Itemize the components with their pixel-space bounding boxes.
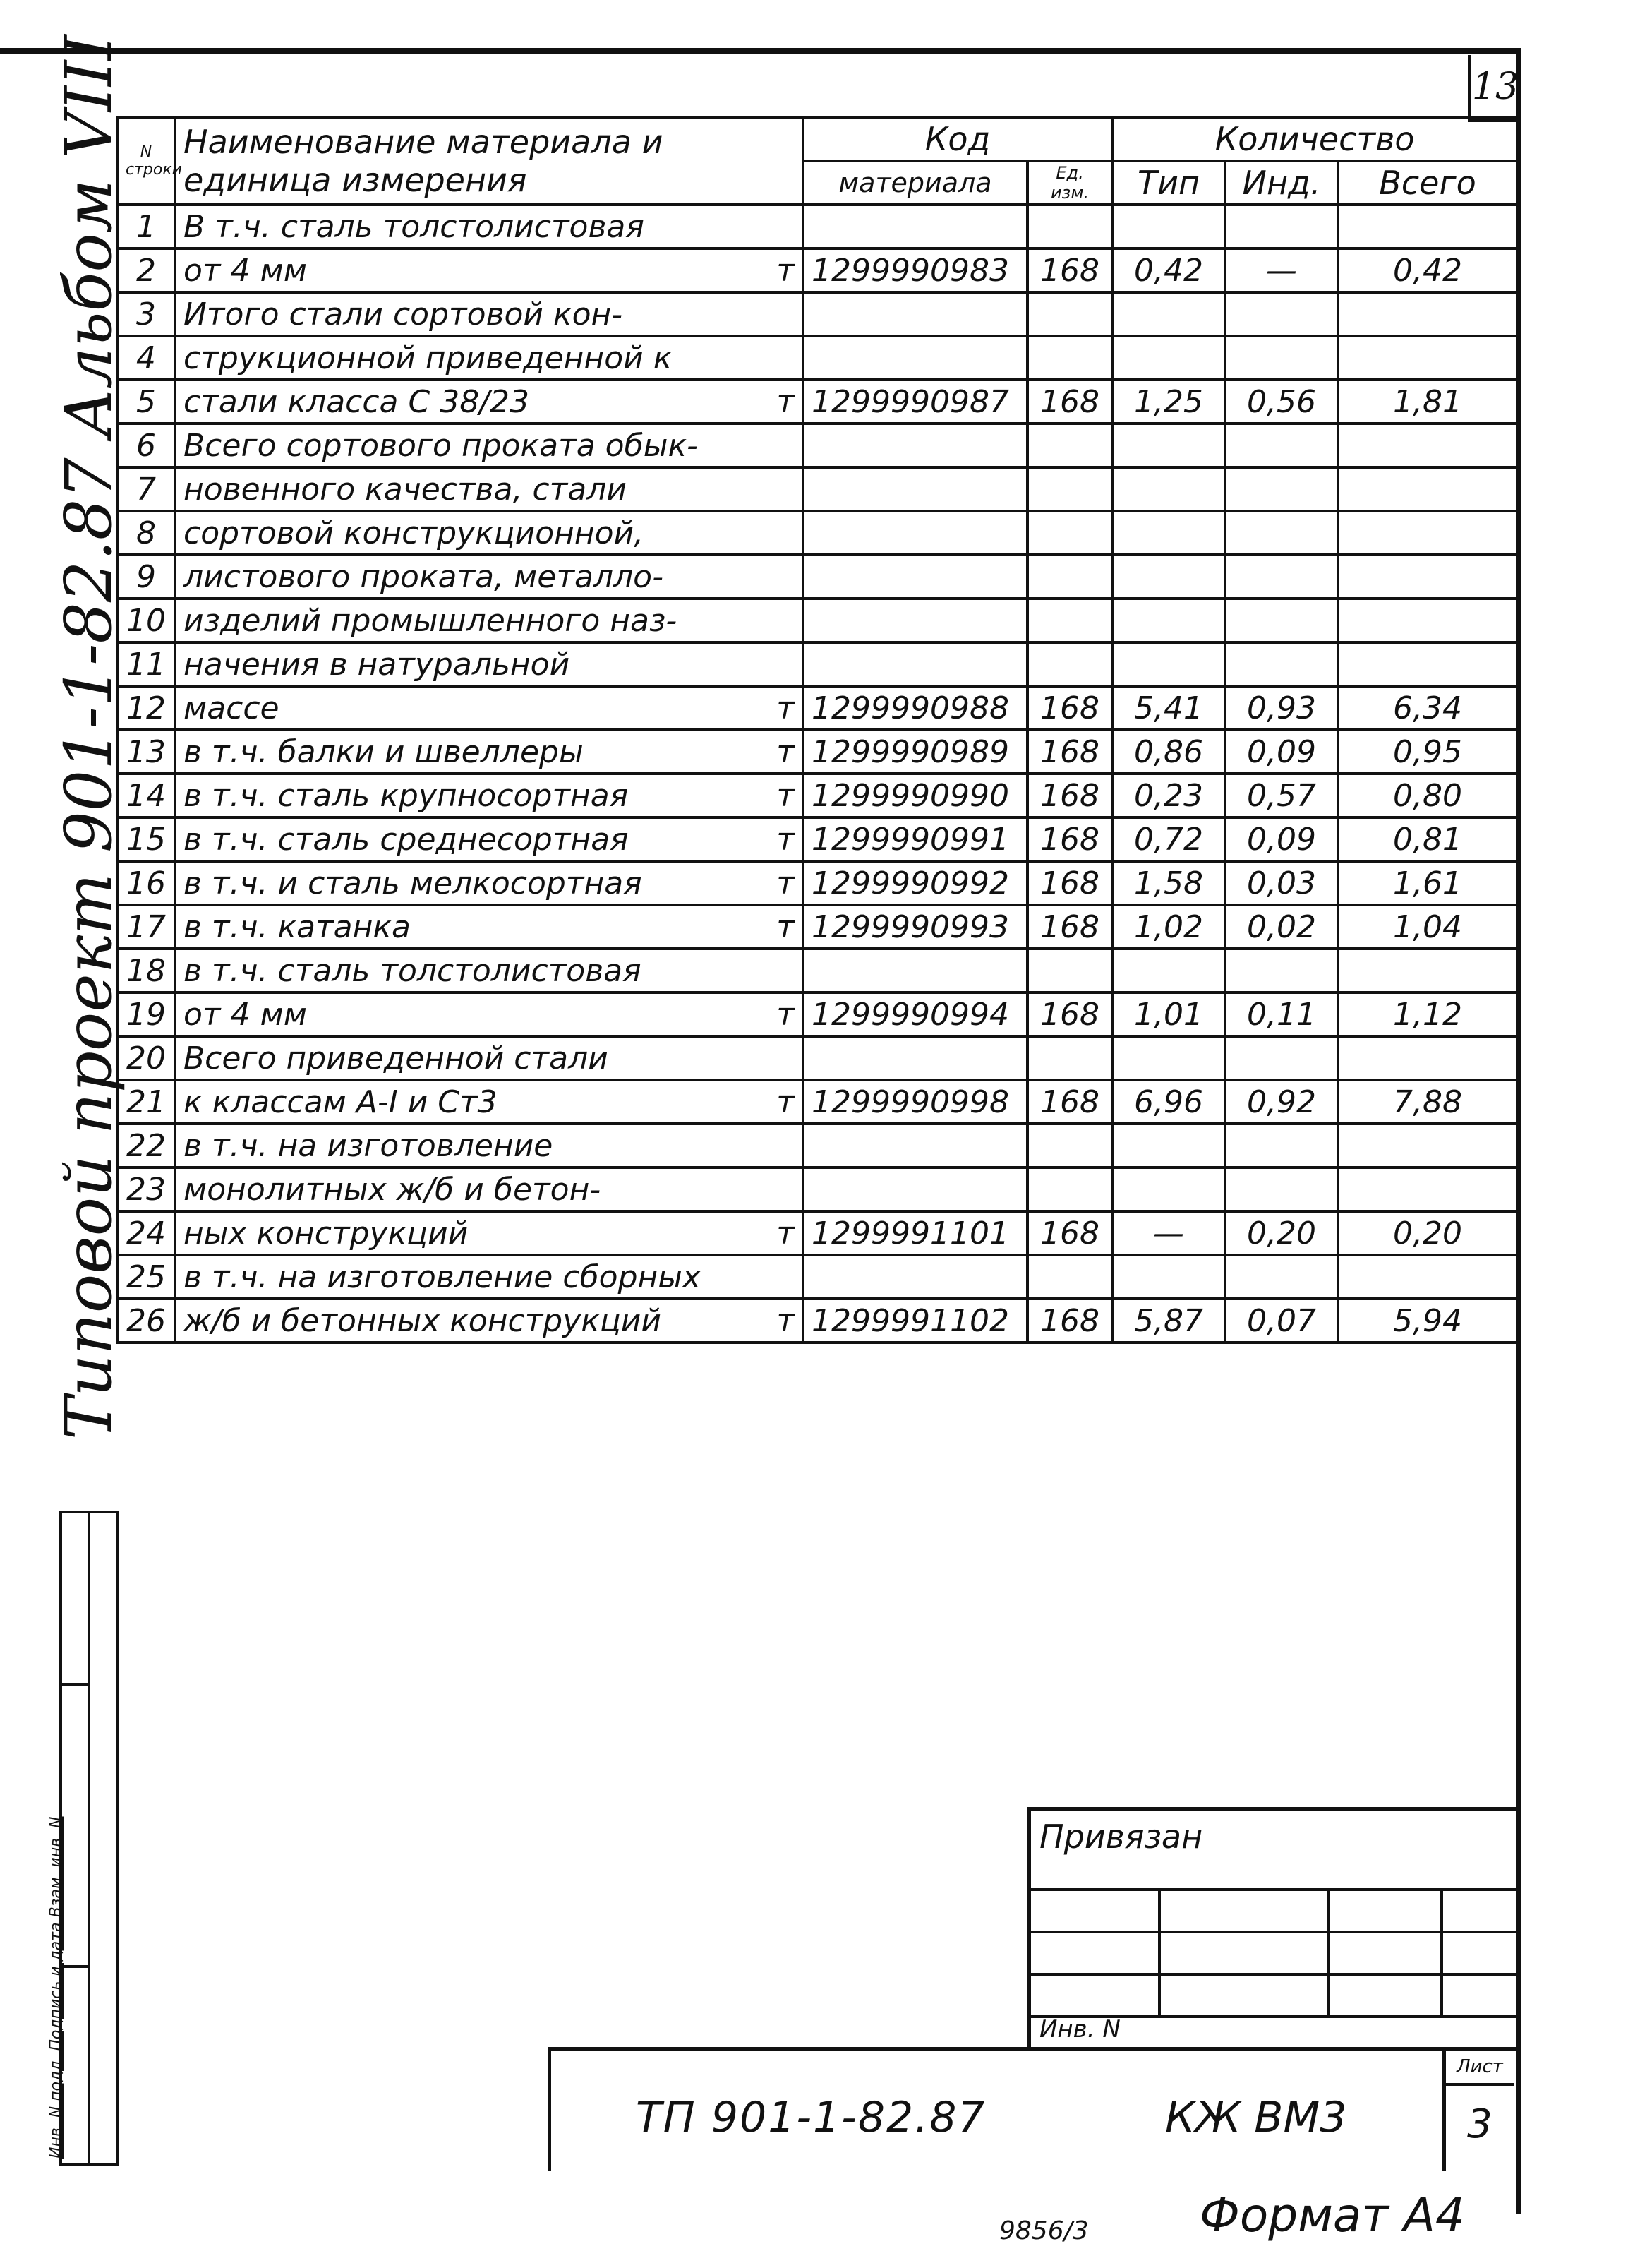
table-row [117,949,1517,992]
cell-material-code [803,336,1027,380]
cell-row-number: 14 [117,774,175,817]
tie-row-line [1031,1888,1519,1891]
cell-row-number: 1 [117,205,175,248]
cell-qty-type [1112,467,1225,511]
cell-row-number: 16 [117,861,175,905]
table-row [117,205,1517,248]
cell-row-number: 26 [117,1299,175,1343]
cell-qty-total: 5,94 [1338,1299,1517,1343]
table-row [117,730,1517,774]
cell-qty-ind [1225,642,1338,686]
cell-qty-type: 1,58 [1112,861,1225,905]
material-spec-table [116,116,1519,1344]
material-name-text: от 4 мм [183,252,307,289]
material-name-text: массе [183,690,279,726]
cell-material-code: 1299990990 [803,774,1027,817]
cell-row-number: 20 [117,1036,175,1080]
cell-material-name [175,730,803,774]
cell-qty-ind: — [1225,248,1338,292]
material-name-text: в т.ч. на изготовление сборных [183,1259,701,1295]
cell-material-name [175,336,803,380]
cell-material-name [175,1167,803,1211]
cell-material-name [175,292,803,336]
unit-of-measure: т [776,252,795,289]
table-row [117,336,1517,380]
signature-stamp-column [47,1511,119,2166]
material-name-text: в т.ч. сталь крупносортная [183,777,629,814]
cell-row-number: 25 [117,1255,175,1299]
tie-col-line [1158,1888,1161,2015]
material-name-text: монолитных ж/б и бетон- [183,1171,601,1208]
cell-row-number: 5 [117,380,175,424]
unit-of-measure: т [776,777,795,814]
material-name-text: в т.ч. и сталь мелкосортная [183,865,642,901]
table-row [117,686,1517,730]
cell-qty-ind: 0,92 [1225,1080,1338,1124]
cell-material-name [175,817,803,861]
cell-row-number: 8 [117,511,175,555]
unit-of-measure: т [776,383,795,420]
cell-material-name [175,861,803,905]
cell-unit-code: 168 [1027,1080,1112,1124]
tie-in-block [1027,1807,1519,2051]
project-label: Типовой проект 901-1-82.87 [51,457,126,1440]
cell-qty-total: 1,61 [1338,861,1517,905]
cell-qty-type: 1,02 [1112,905,1225,949]
cell-qty-total: 0,42 [1338,248,1517,292]
cell-qty-ind: 0,09 [1225,817,1338,861]
cell-material-code: 1299990992 [803,861,1027,905]
cell-material-name [175,992,803,1036]
header-qty-total: Всего [1338,161,1517,205]
cell-qty-total [1338,1167,1517,1211]
cell-qty-total [1338,599,1517,642]
cell-qty-total: 0,80 [1338,774,1517,817]
cell-material-name [175,555,803,599]
cell-qty-type: 0,42 [1112,248,1225,292]
cell-material-code [803,599,1027,642]
material-name-text: изделий промышленного наз- [183,602,677,639]
cell-unit-code [1027,1255,1112,1299]
cell-qty-total [1338,511,1517,555]
stamp-label: Инв. N подл. Подпись и дата Взам. инв. N [47,1816,65,2159]
title-block [548,2047,1519,2171]
material-name-text: к классам А-I и Ст3 [183,1084,498,1120]
cell-unit-code [1027,1124,1112,1167]
cell-unit-code [1027,467,1112,511]
cell-material-name [175,949,803,992]
cell-row-number: 13 [117,730,175,774]
cell-qty-total [1338,1036,1517,1080]
cell-material-name [175,686,803,730]
cell-material-code [803,949,1027,992]
cell-material-code [803,1167,1027,1211]
cell-qty-total [1338,336,1517,380]
material-name-text: сортовой конструкционной, [183,515,644,551]
paper-format: Формат А4 [1200,2188,1465,2243]
cell-material-name [175,599,803,642]
table-row [117,599,1517,642]
table-row [117,1299,1517,1343]
header-material-name: Наименование материала и единица измерения [175,117,803,205]
cell-qty-type [1112,205,1225,248]
cell-material-code [803,642,1027,686]
cell-qty-ind: 0,56 [1225,380,1338,424]
cell-qty-ind: 0,09 [1225,730,1338,774]
cell-row-number: 17 [117,905,175,949]
material-name-text: в т.ч. катанка [183,908,411,945]
cell-material-code: 1299991101 [803,1211,1027,1255]
sheet-label: Лист [1446,2051,1514,2086]
cell-qty-ind [1225,424,1338,467]
cell-material-name [175,1080,803,1124]
cell-qty-ind [1225,1255,1338,1299]
cell-qty-type [1112,1036,1225,1080]
album-label: Альбом VIII [51,35,126,438]
cell-row-number: 6 [117,424,175,467]
cell-qty-type [1112,599,1225,642]
cell-qty-total: 6,34 [1338,686,1517,730]
cell-row-number: 24 [117,1211,175,1255]
unit-of-measure: т [776,996,795,1033]
header-qty-ind: Инд. [1225,161,1338,205]
unit-of-measure: т [776,733,795,770]
material-name-text: в т.ч. на изготовление [183,1127,553,1164]
cell-material-code [803,205,1027,248]
cell-qty-total [1338,1255,1517,1299]
cell-unit-code: 168 [1027,1211,1112,1255]
cell-qty-type [1112,1124,1225,1167]
cell-qty-type: 1,25 [1112,380,1225,424]
cell-row-number: 22 [117,1124,175,1167]
unit-of-measure: т [776,1084,795,1120]
cell-qty-total: 0,95 [1338,730,1517,774]
cell-row-number: 11 [117,642,175,686]
cell-material-name [175,467,803,511]
cell-qty-type: 0,72 [1112,817,1225,861]
material-name-text: в т.ч. сталь толстолистовая [183,952,641,989]
cell-qty-ind: 0,11 [1225,992,1338,1036]
table-row [117,1080,1517,1124]
header-code-unit: Ед. изм. [1027,161,1112,205]
cell-material-name [175,1255,803,1299]
cell-qty-ind [1225,467,1338,511]
cell-row-number: 19 [117,992,175,1036]
material-name-text: Всего приведенной стали [183,1040,608,1076]
cell-qty-total: 1,12 [1338,992,1517,1036]
cell-qty-type: — [1112,1211,1225,1255]
cell-unit-code [1027,511,1112,555]
cell-unit-code [1027,336,1112,380]
cell-row-number: 15 [117,817,175,861]
cell-qty-total [1338,467,1517,511]
cell-material-code [803,292,1027,336]
table-row [117,292,1517,336]
table-row [117,642,1517,686]
cell-material-name [175,1036,803,1080]
cell-material-code: 1299990989 [803,730,1027,774]
page-number: 13 [1468,55,1519,122]
cell-qty-total [1338,424,1517,467]
cell-row-number: 7 [117,467,175,511]
cell-qty-type: 6,96 [1112,1080,1225,1124]
material-name-text: ных конструкций [183,1215,469,1251]
material-name-text: ж/б и бетонных конструкций [183,1302,661,1339]
cell-qty-type: 1,01 [1112,992,1225,1036]
cell-material-code: 1299990987 [803,380,1027,424]
table-row [117,467,1517,511]
cell-qty-total [1338,205,1517,248]
cell-unit-code: 168 [1027,730,1112,774]
stamp-separator [62,1683,88,1686]
table-row [117,1167,1517,1211]
cell-qty-total: 0,81 [1338,817,1517,861]
cell-qty-type [1112,424,1225,467]
tie-row-line [1031,1931,1519,1933]
table-row [117,380,1517,424]
cell-unit-code [1027,424,1112,467]
cell-material-name [175,380,803,424]
table-row [117,1124,1517,1167]
cell-row-number: 2 [117,248,175,292]
cell-material-code [803,467,1027,511]
material-name-text: В т.ч. сталь толстолистовая [183,208,644,245]
drawing-code: ТП 901-1-82.87 [636,2093,987,2142]
unit-of-measure: т [776,908,795,945]
cell-unit-code [1027,642,1112,686]
cell-qty-total [1338,292,1517,336]
drawing-mark: КЖ ВМ3 [1165,2093,1347,2142]
cell-qty-type: 0,86 [1112,730,1225,774]
cell-qty-type: 5,87 [1112,1299,1225,1343]
cell-unit-code: 168 [1027,248,1112,292]
unit-of-measure: т [776,821,795,858]
tie-col-line [1327,1888,1330,2015]
table-row [117,817,1517,861]
inventory-label: Инв. N [1039,2015,1121,2043]
cell-material-code: 1299990988 [803,686,1027,730]
cell-qty-ind: 0,93 [1225,686,1338,730]
table-row [117,905,1517,949]
cell-qty-ind [1225,1124,1338,1167]
cell-qty-type [1112,511,1225,555]
table-row [117,1255,1517,1299]
unit-of-measure: т [776,690,795,726]
cell-row-number: 3 [117,292,175,336]
cell-qty-total: 7,88 [1338,1080,1517,1124]
material-name-text: в т.ч. сталь среднесортная [183,821,629,858]
sheet-number: 3 [1467,2101,1493,2147]
material-name-text: струкционной приведенной к [183,340,673,376]
header-quantity: Количество [1112,117,1517,161]
table-row [117,555,1517,599]
cell-material-code [803,511,1027,555]
cell-material-code [803,424,1027,467]
cell-unit-code: 168 [1027,992,1112,1036]
cell-material-name [175,1211,803,1255]
cell-qty-ind [1225,511,1338,555]
cell-qty-type [1112,336,1225,380]
cell-qty-ind [1225,599,1338,642]
cell-material-code: 1299991102 [803,1299,1027,1343]
cell-qty-ind [1225,292,1338,336]
cell-material-code: 1299990998 [803,1080,1027,1124]
tie-row-line [1031,1973,1519,1976]
cell-qty-total [1338,555,1517,599]
tie-col-line [1440,1888,1443,2015]
cell-material-name [175,905,803,949]
cell-qty-ind: 0,02 [1225,905,1338,949]
unit-of-measure: т [776,865,795,901]
cell-qty-total: 1,04 [1338,905,1517,949]
table-row [117,1211,1517,1255]
cell-qty-type: 0,23 [1112,774,1225,817]
cell-unit-code [1027,292,1112,336]
cell-unit-code [1027,599,1112,642]
cell-qty-type: 5,41 [1112,686,1225,730]
cell-material-code: 1299990983 [803,248,1027,292]
material-name-text: стали класса С 38/23 [183,383,529,420]
stamp-separator [62,1965,88,1968]
cell-unit-code: 168 [1027,774,1112,817]
cell-material-code: 1299990991 [803,817,1027,861]
cell-qty-type [1112,1255,1225,1299]
cell-unit-code: 168 [1027,1299,1112,1343]
cell-qty-type [1112,642,1225,686]
cell-row-number: 23 [117,1167,175,1211]
cell-qty-type [1112,1167,1225,1211]
cell-qty-ind [1225,1167,1338,1211]
cell-qty-total [1338,949,1517,992]
header-row-number: N строки [117,117,175,205]
table-row [117,248,1517,292]
table-row [117,992,1517,1036]
tie-in-label: Привязан [1039,1818,1203,1856]
order-number: 9856/3 [999,2216,1089,2245]
material-name-text: Итого стали сортовой кон- [183,296,623,332]
cell-material-code [803,1124,1027,1167]
cell-material-name [175,205,803,248]
cell-qty-ind: 0,03 [1225,861,1338,905]
cell-qty-total [1338,642,1517,686]
cell-unit-code [1027,555,1112,599]
table-row [117,511,1517,555]
table-row [117,861,1517,905]
cell-unit-code: 168 [1027,817,1112,861]
cell-unit-code: 168 [1027,686,1112,730]
table-row [117,1036,1517,1080]
cell-unit-code: 168 [1027,905,1112,949]
unit-of-measure: т [776,1302,795,1339]
cell-unit-code [1027,949,1112,992]
cell-unit-code [1027,1036,1112,1080]
material-name-text: начения в натуральной [183,646,570,683]
cell-qty-ind: 0,57 [1225,774,1338,817]
cell-material-code: 1299990993 [803,905,1027,949]
cell-row-number: 10 [117,599,175,642]
header-code: Код [803,117,1112,161]
material-name-text: от 4 мм [183,996,307,1033]
table-row [117,774,1517,817]
cell-material-code [803,555,1027,599]
cell-material-code [803,1255,1027,1299]
material-name-text: листового проката, металло- [183,558,663,595]
header-code-material: материала [803,161,1027,205]
material-name-text: новенного качества, стали [183,471,627,508]
cell-qty-ind [1225,336,1338,380]
material-name-text: в т.ч. балки и швеллеры [183,733,584,770]
cell-material-name [175,774,803,817]
cell-qty-ind [1225,1036,1338,1080]
cell-qty-ind [1225,205,1338,248]
cell-material-name [175,424,803,467]
cell-qty-ind: 0,20 [1225,1211,1338,1255]
cell-material-code [803,1036,1027,1080]
cell-qty-type [1112,555,1225,599]
cell-unit-code: 168 [1027,861,1112,905]
cell-qty-type [1112,292,1225,336]
cell-unit-code: 168 [1027,380,1112,424]
cell-row-number: 21 [117,1080,175,1124]
cell-row-number: 12 [117,686,175,730]
spec-body [117,205,1517,1343]
cell-material-name [175,248,803,292]
cell-qty-ind [1225,555,1338,599]
cell-row-number: 4 [117,336,175,380]
cell-row-number: 9 [117,555,175,599]
header-qty-type: Тип [1112,161,1225,205]
cell-row-number: 18 [117,949,175,992]
cell-qty-type [1112,949,1225,992]
stamp-divider [88,1513,90,2163]
cell-material-name [175,1124,803,1167]
sheet-cell [1442,2051,1514,2171]
cell-qty-total: 1,81 [1338,380,1517,424]
cell-unit-code [1027,205,1112,248]
cell-material-name [175,642,803,686]
cell-qty-ind: 0,07 [1225,1299,1338,1343]
cell-material-code: 1299990994 [803,992,1027,1036]
unit-of-measure: т [776,1215,795,1251]
cell-qty-total [1338,1124,1517,1167]
cell-qty-ind [1225,949,1338,992]
material-name-text: Всего сортового проката обык- [183,427,698,464]
cell-unit-code [1027,1167,1112,1211]
cell-material-name [175,1299,803,1343]
table-row [117,424,1517,467]
cell-qty-total: 0,20 [1338,1211,1517,1255]
cell-material-name [175,511,803,555]
